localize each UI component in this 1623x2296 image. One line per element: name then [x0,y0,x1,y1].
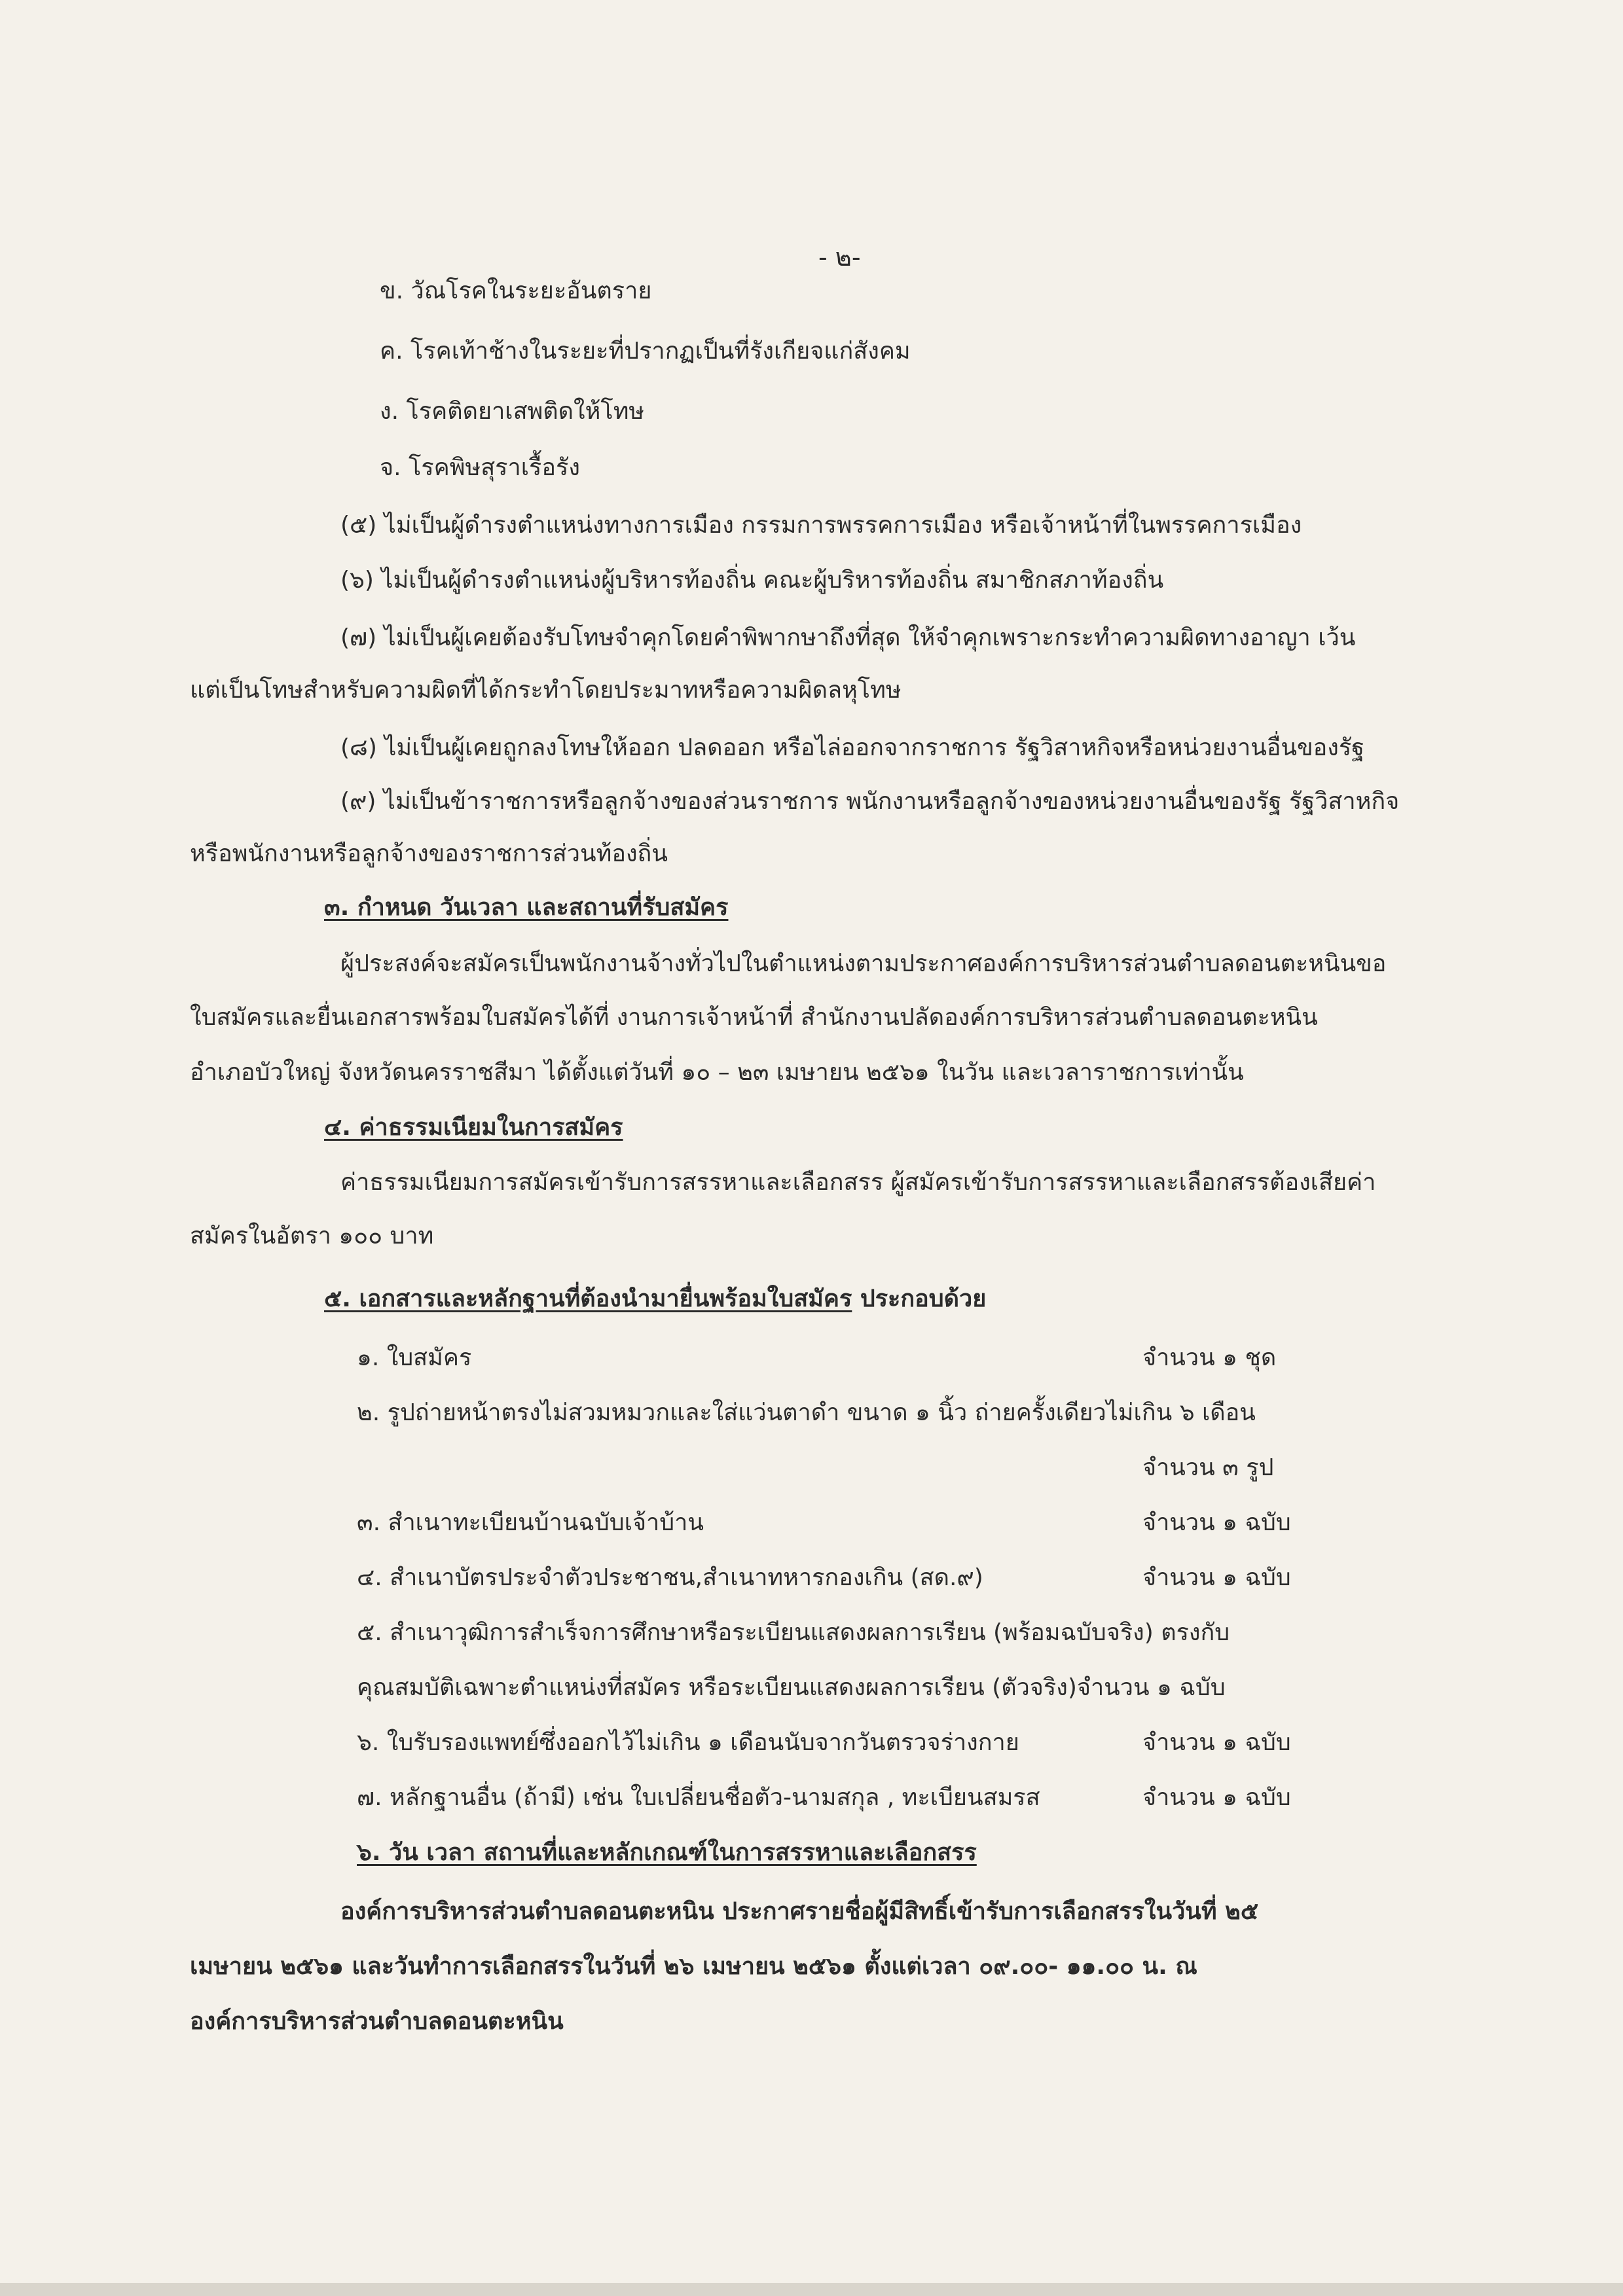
section-5-heading-underlined: ๕. เอกสารและหลักฐานที่ต้องนำมายื่นพร้อมใบสมัคร [324,1285,852,1312]
doc-item-4: ๔. สำเนาบัตรประจำตัวประชาชน,สำเนาทหารกองเกิน (สด.๙) [357,1564,983,1591]
qualification-6: (๖) ไม่เป็นผู้ดำรงตำแหน่งผู้บริหารท้องถิ่น คณะผู้บริหารท้องถิ่น สมาชิกสภาท้องถิ่น [340,567,1164,594]
doc-item-4-qty: จำนวน ๑ ฉบับ [1142,1564,1291,1591]
section-4-heading: ๔. ค่าธรรมเนียมในการสมัคร [324,1114,623,1141]
doc-item-7-qty: จำนวน ๑ ฉบับ [1142,1784,1291,1811]
section-4-para-1: ค่าธรรมเนียมการสมัครเข้ารับการสรรหาและเลือกสรร ผู้สมัครเข้ารับการสรรหาและเลือกสรรต้องเสียค่า [340,1169,1376,1196]
section-5-heading-suffix: ประกอบด้วย [852,1285,987,1312]
disease-item-ngo: ง. โรคติดยาเสพติดให้โทษ [380,398,645,425]
qualification-7: (๗) ไม่เป็นผู้เคยต้องรับโทษจำคุกโดยคำพิพากษาถึงที่สุด ให้จำคุกเพราะกระทำความผิดทางอาญา เว้น [340,624,1356,651]
section-3-heading: ๓. กำหนด วันเวลา และสถานที่รับสมัคร [324,894,729,921]
doc-item-2: ๒. รูปถ่ายหน้าตรงไม่สวมหมวกและใส่แว่นตาดำ ขนาด ๑ นิ้ว ถ่ายครั้งเดียวไม่เกิน ๖ เดือน [357,1399,1256,1426]
section-6-para-1: องค์การบริหารส่วนตำบลดอนตะหนิน ประกาศรายชื่อผู้มีสิทธิ์เข้ารับการเลือกสรรในวันที่ ๒๕ [340,1898,1259,1925]
section-6-para-3: องค์การบริหารส่วนตำบลดอนตะหนิน [190,2008,564,2035]
qualification-9-cont: หรือพนักงานหรือลูกจ้างของราชการส่วนท้องถิ่น [190,840,668,867]
doc-item-5-cont: คุณสมบัติเฉพาะตำแหน่งที่สมัคร หรือระเบียนแสดงผลการเรียน (ตัวจริง)จำนวน ๑ ฉบับ [357,1674,1226,1701]
section-6-heading: ๖. วัน เวลา สถานที่และหลักเกณฑ์ในการสรรหาและเลือกสรร [357,1839,977,1866]
section-3-para-2: ใบสมัครและยื่นเอกสารพร้อมใบสมัครได้ที่ งานการเจ้าหน้าที่ สำนักงานปลัดองค์การบริหารส่วนตำบลดอนตะหนิน [190,1004,1318,1031]
qualification-5: (๕) ไม่เป็นผู้ดำรงตำแหน่งทางการเมือง กรรมการพรรคการเมือง หรือเจ้าหน้าที่ในพรรคการเมือง [340,512,1302,539]
section-3-para-1: ผู้ประสงค์จะสมัครเป็นพนักงานจ้างทั่วไปในตำแหน่งตามประกาศองค์การบริหารส่วนตำบลดอนตะหนินขอ [340,950,1387,977]
doc-item-2-qty: จำนวน ๓ รูป [1142,1454,1274,1481]
disease-item-kho: ข. วัณโรคในระยะอันตราย [380,278,652,304]
doc-item-7: ๗. หลักฐานอื่น (ถ้ามี) เช่น ใบเปลี่ยนชื่อตัว-นามสกุล , ทะเบียนสมรส [357,1784,1040,1811]
doc-item-6-qty: จำนวน ๑ ฉบับ [1142,1729,1291,1756]
qualification-7-cont: แต่เป็นโทษสำหรับความผิดที่ได้กระทำโดยประมาทหรือความผิดลหุโทษ [190,677,902,704]
section-3-para-3: อำเภอบัวใหญ่ จังหวัดนครราชสีมา ได้ตั้งแต่วันที่ ๑๐ – ๒๓ เมษายน ๒๕๖๑ ในวัน และเวลาราชการเท่านั้น [190,1059,1244,1086]
section-4-para-2: สมัครในอัตรา ๑๐๐ บาท [190,1223,434,1249]
doc-item-5: ๕. สำเนาวุฒิการสำเร็จการศึกษาหรือระเบียนแสดงผลการเรียน (พร้อมฉบับจริง) ตรงกับ [357,1619,1230,1646]
qualification-8: (๘) ไม่เป็นผู้เคยถูกลงโทษให้ออก ปลดออก หรือไล่ออกจากราชการ รัฐวิสาหกิจหรือหน่วยงานอื่นของรัฐ [340,734,1365,761]
doc-item-3: ๓. สำเนาทะเบียนบ้านฉบับเจ้าบ้าน [357,1509,704,1536]
doc-item-1-qty: จำนวน ๑ ชุด [1142,1344,1277,1371]
qualification-9: (๙) ไม่เป็นข้าราชการหรือลูกจ้างของส่วนราชการ พนักงานหรือลูกจ้างของหน่วยงานอื่นของรัฐ รัฐวิสาหกิจ [340,788,1400,815]
disease-item-kho-khwai: ค. โรคเท้าช้างในระยะที่ปรากฏเป็นที่รังเกียจแก่สังคม [380,338,911,365]
doc-item-3-qty: จำนวน ๑ ฉบับ [1142,1509,1291,1536]
page-number: - ๒- [818,243,861,272]
section-6-para-2: เมษายน ๒๕๖๑ และวันทำการเลือกสรรในวันที่ ๒๖ เมษายน ๒๕๖๑ ตั้งแต่เวลา ๐๙.๐๐- ๑๑.๐๐ น. ณ [190,1953,1197,1980]
doc-item-1: ๑. ใบสมัคร [357,1344,472,1371]
doc-item-6: ๖. ใบรับรองแพทย์ซึ่งออกไว้ไม่เกิน ๑ เดือนนับจากวันตรวจร่างกาย [357,1729,1019,1756]
section-5-heading [324,1283,986,1316]
scan-bottom-edge [0,2283,1623,2296]
disease-item-cho: จ. โรคพิษสุราเรื้อรัง [380,454,580,481]
